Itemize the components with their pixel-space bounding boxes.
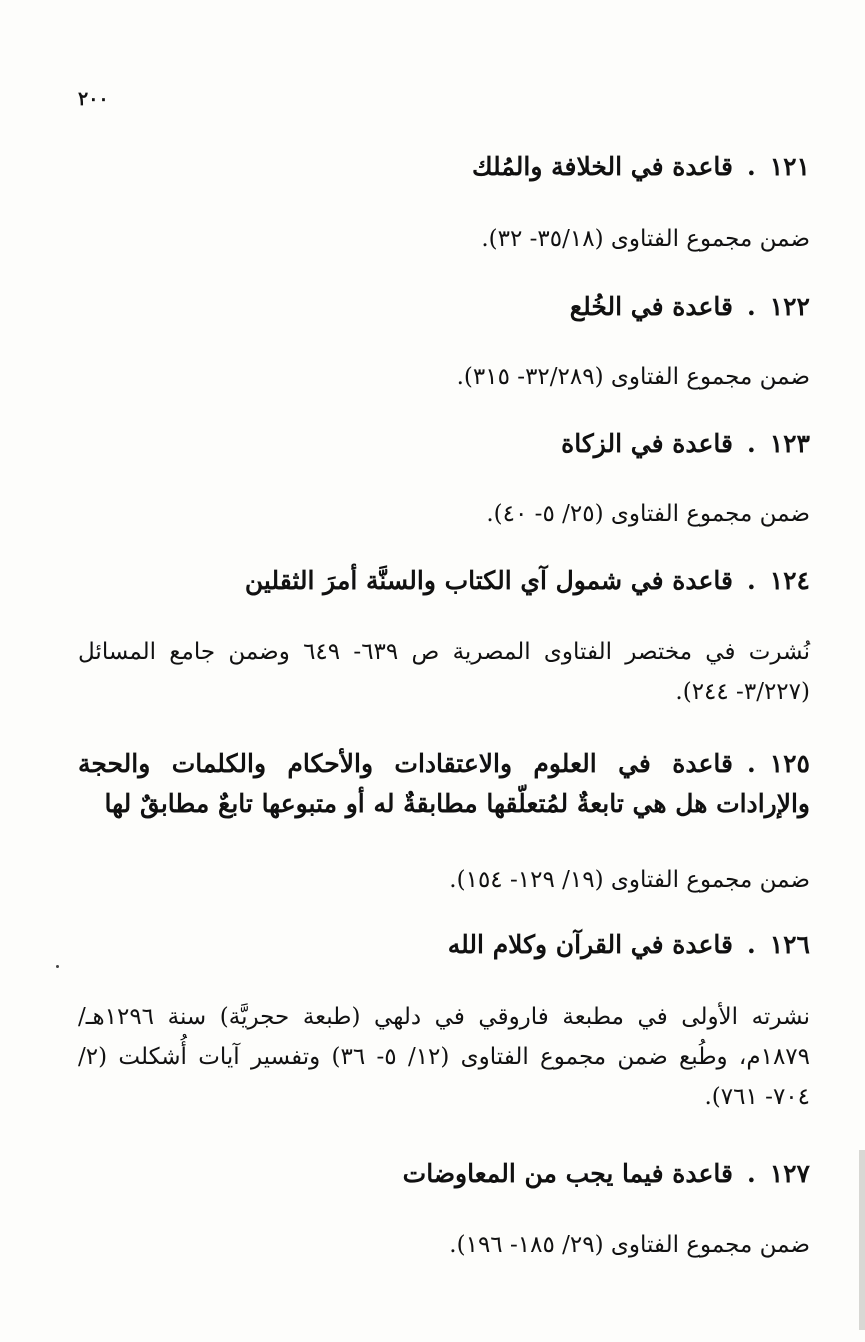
entry-title-text: قاعدة في العلوم والاعتقادات والأحكام والكلمات والحجة والإرادات هل هي تابعةٌ لمُتعلّقها مطابقةٌ له أو متبوعها تابعٌ مطابقٌ لها <box>78 749 810 818</box>
entry-detail: نشرته الأولى في مطبعة فاروقي في دلهي (طبعة حجريَّة) سنة ١٢٩٦هـ/ ١٨٧٩م، وطُبع ضمن مجموع الفتاوى (١٢/ ٥- ٣٦) وتفسير آيات أُشكلت (٢/ ٧٠٤- ٧٦١). <box>78 1004 811 1110</box>
entry-separator: . <box>746 749 756 778</box>
entry-number: ١٢٣ <box>769 429 810 458</box>
entry-number: ١٢٢ <box>769 292 810 321</box>
entry-title-text: قاعدة في شمول آي الكتاب والسنَّة أمرَ الثقلين <box>244 566 733 595</box>
page-number: ٢٠٠ <box>78 88 109 110</box>
entry-detail: ضمن مجموع الفتاوى (٣٥/١٨- ٣٢). <box>481 226 810 252</box>
entry-separator: . <box>746 292 756 321</box>
entry-separator: . <box>746 429 756 458</box>
entry-separator: . <box>746 930 756 959</box>
entry-title <box>78 287 810 327</box>
entry-title <box>78 925 810 965</box>
entry-title <box>78 744 810 824</box>
entry-detail: ضمن مجموع الفتاوى (١٩/ ١٢٩- ١٥٤). <box>449 867 810 893</box>
entry-number: ١٢٧ <box>769 1159 810 1188</box>
entry-title <box>78 561 810 601</box>
entry-title-text: قاعدة فيما يجب من المعاوضات <box>402 1159 733 1188</box>
entry-number: ١٢١ <box>769 152 810 181</box>
entry-title-text: قاعدة في القرآن وكلام الله <box>447 930 733 959</box>
entry-detail: نُشرت في مختصر الفتاوى المصرية ص ٦٣٩- ٦٤٩ وضمن جامع المسائل (٣/٢٢٧- ٢٤٤). <box>78 639 810 705</box>
entry-title-text: قاعدة في الزكاة <box>561 429 733 458</box>
entry-detail: ضمن مجموع الفتاوى (٢٩/ ١٨٥- ١٩٦). <box>449 1232 810 1258</box>
entry-number: ١٢٤ <box>769 566 810 595</box>
entry-title-text: قاعدة في الخُلع <box>569 292 733 321</box>
entry-title <box>78 424 810 464</box>
book-page <box>78 0 810 1342</box>
entry-detail: ضمن مجموع الفتاوى (٣٢/٢٨٩- ٣١٥). <box>456 364 810 390</box>
page-edge-shadow <box>859 1150 865 1330</box>
entry-number: ١٢٥ <box>769 749 810 778</box>
entry-number: ١٢٦ <box>769 930 810 959</box>
entry-title-text: قاعدة في الخلافة والمُلك <box>471 152 733 181</box>
scan-speck <box>56 965 59 968</box>
entry-separator: . <box>746 1159 756 1188</box>
entry-title <box>78 147 810 187</box>
entry-title <box>78 1154 810 1194</box>
entry-detail: ضمن مجموع الفتاوى (٢٥/ ٥- ٤٠). <box>486 501 810 527</box>
entry-separator: . <box>746 152 756 181</box>
entry-separator: . <box>746 566 756 595</box>
